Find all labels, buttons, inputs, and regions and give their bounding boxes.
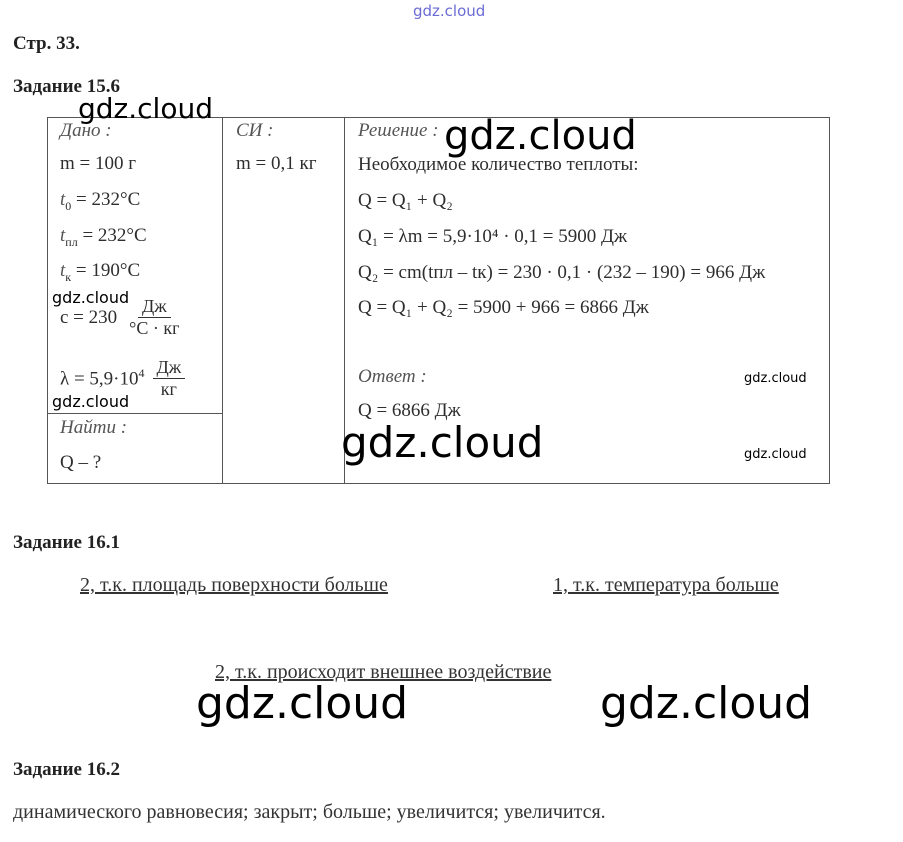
watermark-5: gdz.cloud <box>744 371 807 386</box>
watermark-9: gdz.cloud <box>600 678 813 729</box>
answer-value: Q = 6866 Дж <box>358 400 461 421</box>
given-tk: $t_к = 190^\circ C$ <box>60 260 141 284</box>
solution-line-2: Q = Q₁ + Q₂ <box>358 190 453 211</box>
given-t0: $t_0 = 232^\circ C$ <box>60 189 141 213</box>
solution-line-1: Необходимое количество теплоты: <box>358 154 639 175</box>
solution-line-4: Q₂ = cm(tпл – tк) = 230 · 0,1 · (232 – 190) = 966 Дж <box>358 262 766 283</box>
watermark-1: gdz.cloud <box>78 92 213 125</box>
task-16-1-title: Задание 16.1 <box>13 532 120 553</box>
table-divider-1 <box>222 117 223 483</box>
given-specific-heat: c = 230 $\frac{Дж}{^\circ C \cdot кг}$ <box>60 296 180 338</box>
task-16-2-title: Задание 16.2 <box>13 759 120 780</box>
si-header: СИ : <box>236 120 274 141</box>
given-mass: m = 100 г <box>60 153 137 174</box>
watermark-8: gdz.cloud <box>196 678 409 729</box>
watermark-2: gdz.cloud <box>444 113 637 159</box>
watermark-7: gdz.cloud <box>341 418 544 467</box>
watermark-top: gdz.cloud <box>413 2 486 20</box>
task-16-1-answer-1: 2, т.к. площадь поверхности больше <box>80 574 388 596</box>
solution-line-3: Q₁ = λm = 5,9·10⁴ · 0,1 = 5900 Дж <box>358 226 628 247</box>
task-16-2-text: динамического равновесия; закрыт; больше; увеличится; увеличится. <box>13 801 606 823</box>
watermark-4: gdz.cloud <box>52 392 130 411</box>
watermark-6: gdz.cloud <box>744 447 807 462</box>
given-tpl: $t_{пл} = 232^\circ C$ <box>60 225 147 249</box>
task-15-6-title: Задание 15.6 <box>13 76 120 97</box>
solution-header: Решение : <box>358 120 439 141</box>
answer-header: Ответ : <box>358 366 427 387</box>
si-value: m = 0,1 кг <box>236 153 317 174</box>
solution-line-5: Q = Q₁ + Q₂ = 5900 + 966 = 6866 Дж <box>358 297 649 318</box>
task-16-1-answer-3: 2, т.к. происходит внешнее воздействие <box>215 661 552 683</box>
given-header: Дано : <box>60 120 112 141</box>
table-divider-find <box>47 413 223 414</box>
given-latent-heat: $\lambda = 5,9\cdot 10^4$ $\frac{Дж}{кг}$ <box>60 357 185 400</box>
page-label: Стр. 33. <box>13 33 80 54</box>
find-value: Q – ? <box>60 452 102 473</box>
watermark-3: gdz.cloud <box>52 288 130 307</box>
task-16-1-answer-2: 1, т.к. температура больше <box>553 574 779 596</box>
find-header: Найти : <box>60 417 128 438</box>
